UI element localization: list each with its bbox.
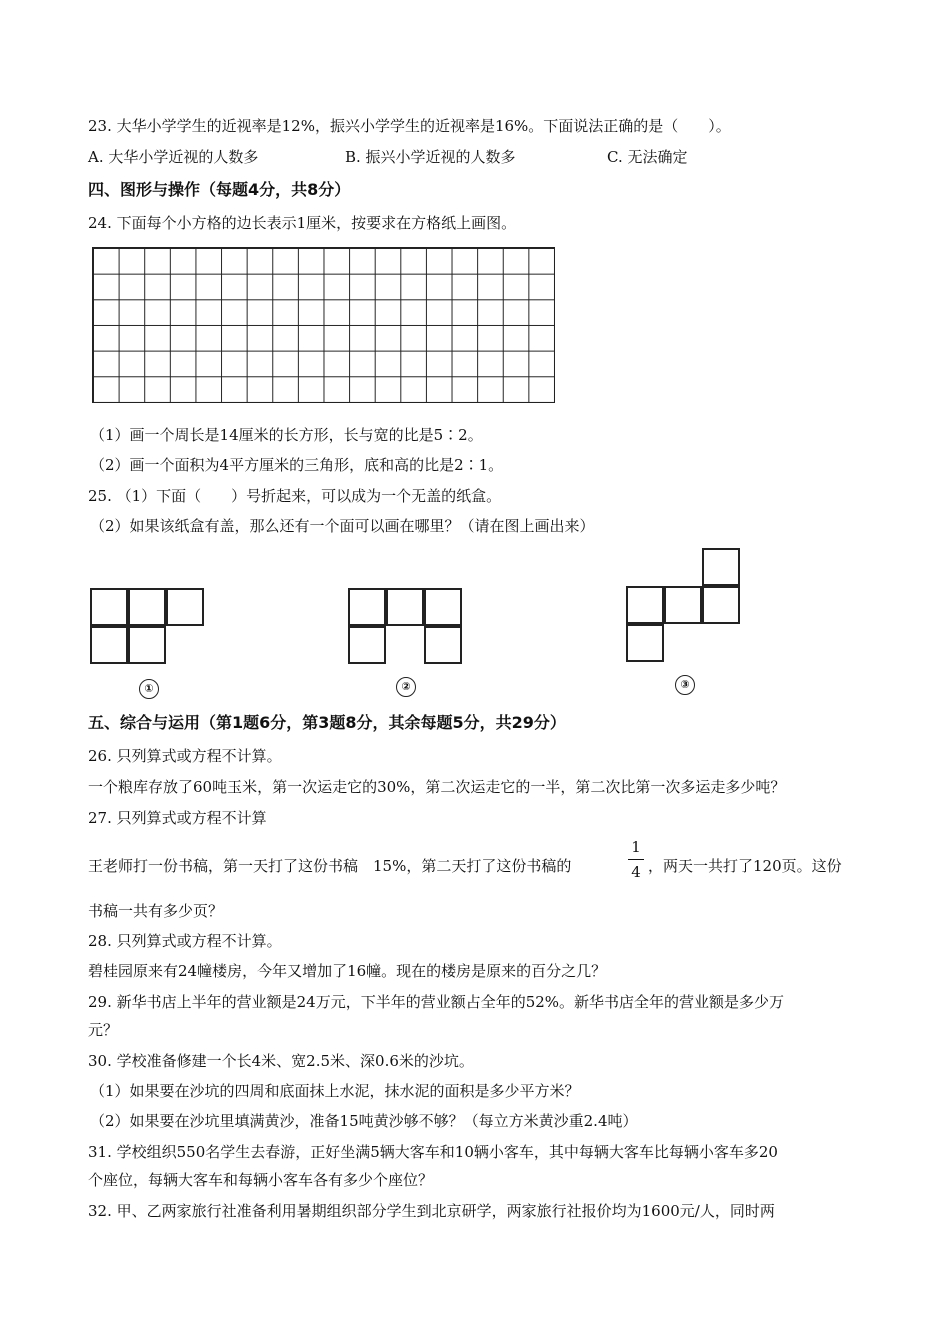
q26-text: 一个粮库存放了60吨玉米，第一次运走它的30%，第二次运走它的一半，第二次比第一次多运走多少吨？ (88, 778, 786, 796)
q23-option-c: C. 无法确定 (607, 148, 688, 166)
q30-stem: 30. 学校准备修建一个长4米、宽2.5米、深0.6米的沙坑。 (88, 1052, 474, 1070)
q27-text-c: 书稿一共有多少页？ (88, 902, 224, 920)
q24-sub2: （2）画一个面积为4平方厘米的三角形，底和高的比是2∶1。 (90, 456, 504, 474)
q25-sub2: （2）如果该纸盒有盖，那么还有一个面可以画在哪里？（请在图上画出来） (90, 517, 595, 535)
section4-title: 四、图形与操作（每题4分，共8分） (88, 180, 351, 199)
q28-text: 碧桂园原来有24幢楼房，今年又增加了16幢。现在的楼房是原来的百分之几？ (88, 962, 607, 980)
q24-stem: 24. 下面每个小方格的边长表示1厘米，按要求在方格纸上画图。 (88, 214, 517, 232)
q23-stem: 23. 大华小学学生的近视率是12%，振兴小学学生的近视率是16%。下面说法正确的是（ ）。 (88, 117, 731, 135)
q29-line2: 元？ (88, 1021, 119, 1039)
q29-line1: 29. 新华书店上半年的营业额是24万元，下半年的营业额占全年的52%。新华书店全年的营业额是多少万 (88, 993, 785, 1011)
fraction-denominator: 4 (631, 863, 641, 881)
q27-stem: 27. 只列算式或方程不计算 (88, 809, 267, 827)
q23-option-a: A. 大华小学近视的人数多 (88, 148, 259, 166)
q31-line1: 31. 学校组织550名学生去春游，正好坐满5辆大客车和10辆小客车，其中每辆大客车比每辆小客车多20 (88, 1143, 778, 1161)
net-label-3: ③ (675, 675, 695, 695)
q30-sub1: （1）如果要在沙坑的四周和底面抹上水泥，抹水泥的面积是多少平方米？ (90, 1082, 580, 1100)
q28-stem: 28. 只列算式或方程不计算。 (88, 932, 282, 950)
fraction-numerator: 1 (631, 838, 641, 856)
q32-line1: 32. 甲、乙两家旅行社准备利用暑期组织部分学生到北京研学，两家旅行社报价均为1600元/人，同时两 (88, 1202, 775, 1220)
section5-title: 五、综合与运用（第1题6分，第3题8分，其余每题5分，共29分） (88, 713, 566, 732)
fraction-one-quarter (628, 838, 644, 881)
q24-sub1: （1）画一个周长是14厘米的长方形，长与宽的比是5∶2。 (90, 426, 483, 444)
q25-stem: 25. （1）下面（ ）号折起来，可以成为一个无盖的纸盒。 (88, 487, 502, 505)
q27-text-a: 王老师打一份书稿，第一天打了这份书稿 15%，第二天打了这份书稿的 (88, 857, 572, 875)
q31-line2: 个座位，每辆大客车和每辆小客车各有多少个座位？ (88, 1171, 434, 1189)
grid-paper[interactable] (92, 247, 555, 403)
net-label-1: ① (139, 679, 159, 699)
q27-text-b: ，两天一共打了120页。这份 (648, 857, 842, 875)
net-label-2: ② (396, 677, 416, 697)
q26-stem: 26. 只列算式或方程不计算。 (88, 747, 282, 765)
q30-sub2: （2）如果要在沙坑里填满黄沙，准备15吨黄沙够不够？（每立方米黄沙重2.4吨） (90, 1112, 638, 1130)
q23-option-b: B. 振兴小学近视的人数多 (345, 148, 516, 166)
